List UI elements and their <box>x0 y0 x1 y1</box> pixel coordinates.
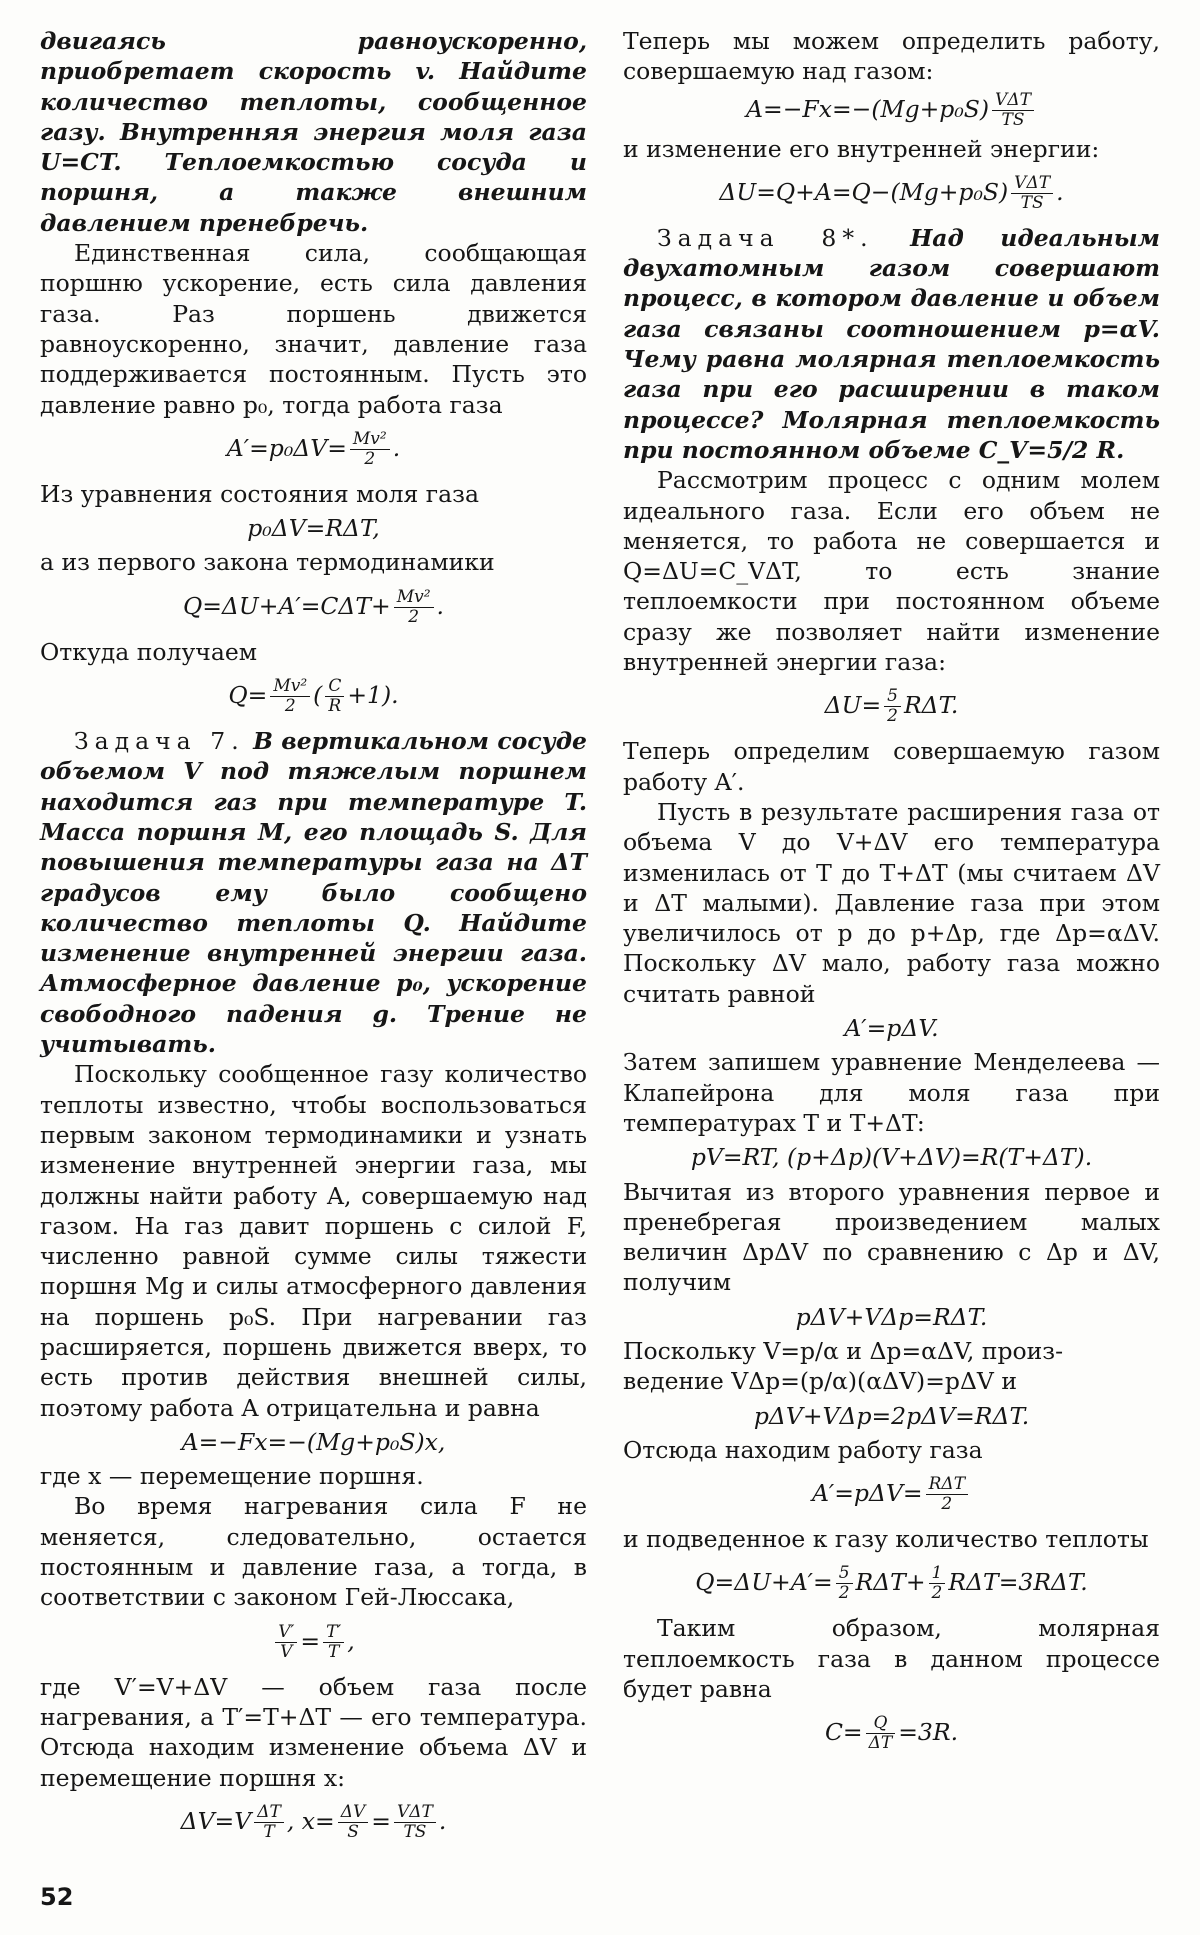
paragraph: Поскольку V=p/α и Δp=αΔV, произ- ведение VΔp=(p/α)(αΔV)=pΔV и <box>623 1336 1064 1396</box>
task8-label: Задача 8*. <box>657 223 874 252</box>
formula-internal-energy: ΔU=Q+A=Q−(Mg+p₀S) VΔT TS . <box>719 172 1064 213</box>
formula-first-law: Q=ΔU+A′=CΔT+ $\frac{\text{Mv²}}{2}$ . <box>182 586 445 627</box>
fraction: $\frac{\text{Mv²}}{2}$ <box>270 677 310 716</box>
paragraph: и подведенное к газу количество теплоты <box>623 1525 1149 1554</box>
fraction: $\frac{C}{R}$ <box>325 677 344 716</box>
fraction: $\frac{\text{Mv²}}{2}$ <box>394 588 434 627</box>
paragraph: где V′=V+ΔV — объем газа после нагревания, а T′=T+ΔT — его температура. Отсюда находим изменение объема ΔV и перемещение поршня x: <box>40 1672 587 1792</box>
fraction: $\frac{T'}{T}$ <box>323 1623 344 1662</box>
formula-combined: pΔV+VΔp=2pΔV=RΔT. <box>753 1401 1030 1430</box>
paragraph: где x — перемещение поршня. <box>40 1462 424 1491</box>
paragraph: Во время нагревания сила F не меняется, следовательно, остается постоянным и давление газа, а тогда, в соответствии с законом Гей-Люссака, <box>40 1492 587 1612</box>
formula-gay-lussac: $\frac{V'}{V}$ = $\frac{T'}{T}$ , <box>40 1623 587 1662</box>
formula-work-piston: A=−Fx=−(Mg+p₀S)x, <box>181 1427 446 1456</box>
formula-work-result: A′=pΔV= RΔT 2 <box>623 1475 1160 1514</box>
paragraph: и изменение его внутренней энергии: <box>623 134 1100 163</box>
task8-condition: Задача 8*. Над идеальным двухатомным газом совершают процесс, в котором давление и объем газа связаны соотношением p=αV. Чему равна молярная теплоемкость газа при его расширении в таком процессе? Молярная теплоемкость при постоянном объеме C_V=5/2 R. <box>623 223 1160 464</box>
fraction: $\frac{1}{2}$ <box>929 1564 946 1603</box>
paragraph: Таким образом, молярная теплоемкость газа в данном процессе будет равна <box>623 1614 1160 1704</box>
formula-mendeleev: pV=RT, (p+Δp)(V+ΔV)=R(T+ΔT). <box>690 1143 1093 1172</box>
paragraph: Теперь мы можем определить работу, совершаемую над газом: <box>623 27 1160 86</box>
paragraph: а из первого закона термодинамики <box>40 548 495 577</box>
fraction: $\frac{\text{Mv²}}{2}$ <box>350 430 390 469</box>
formula-work-on-gas: A=−Fx=−(Mg+p₀S) VΔT TS <box>623 91 1160 130</box>
paragraph: Отсюда находим работу газа <box>623 1435 983 1464</box>
formula-work-gas: A′=p₀ΔV= $\frac{\text{Mv²}}{2}$ . <box>226 428 401 469</box>
paragraph: Затем запишем уравнение Менделеева — Клапейрона для моля газа при температурах T и T+ΔT: <box>623 1048 1160 1137</box>
formula-heat-capacity: C= $\frac{Q}{\Delta T}$ =3R. <box>824 1713 959 1754</box>
fraction: VΔT TS <box>992 91 1034 130</box>
fraction: $\frac{5}{2}$ <box>836 1564 853 1603</box>
task7-label: Задача 7. <box>74 727 245 756</box>
right-column <box>623 26 1160 1763</box>
paragraph: Рассмотрим процесс с одним молем идеального газа. Если его объем не меняется, то работа не совершается и Q=ΔU=C_VΔT, то есть знание теплоемкости при постоянном объеме сразу же позволяет найти изменение внутренней энергии газа: <box>623 466 1160 677</box>
task7-condition: Задача 7. В вертикальном сосуде объемом V под тяжелым поршнем находится газ при температуре T. Масса поршня M, его площадь S. Для повышения температуры газа на ΔT градусов ему было сообщено количество теплоты Q. Найдите изменение внутренней энергии газа. Атмосферное давление p₀, ускорение свободного падения g. Трение не учитывать. <box>40 727 587 1059</box>
fraction: $\frac{\Delta V}{S}$ <box>338 1803 369 1842</box>
task6-condition-end: двигаясь равноускоренно, приобретает скорость v. Найдите количество теплоты, сообщенное газу. Внутренняя энергия моля газа U=CT. Теплоемкостью сосуда и поршня, а также внешним давлением пренебречь. <box>40 27 587 237</box>
left-column <box>40 26 587 1852</box>
fraction: RΔT 2 <box>926 1475 968 1514</box>
paragraph: Из уравнения состояния моля газа <box>40 479 479 508</box>
formula-heat-supplied: Q=ΔU+A′= $\frac{5}{2}$ RΔT+ $\frac{1}{2}$ RΔT=3RΔT. <box>695 1563 1088 1604</box>
paragraph: Поскольку сообщенное газу количество теплоты известно, чтобы воспользоваться первым законом термодинамики и узнать изменение внутренней энергии газа, мы должны найти работу A, совершаемую над газом. На газ давит поршень с силой F, численно равной сумме силы тяжести поршня Mg и силы атмосферного давления на поршень p₀S. При нагревании газ расширяется, поршень движется вверх, то есть против действия внешней силы, поэтому работа A отрицательна и равна <box>40 1060 587 1422</box>
paragraph: Откуда получаем <box>40 637 258 666</box>
paragraph: Единственная сила, сообщающая поршню ускорение, есть сила давления газа. Раз поршень движется равноускоренно, значит, давление газа поддерживается постоянным. Пусть это давление равно p₀, тогда работа газа <box>40 239 587 419</box>
formula-heat-result: Q= $\frac{\text{Mv²}}{2}$ ( $\frac{C}{R}$ +1). <box>228 676 399 717</box>
paragraph: Теперь определим совершаемую газом работу A′. <box>623 737 1160 796</box>
paragraph: Пусть в результате расширения газа от объема V до V+ΔV его температура изменилась от T до T+ΔT (мы считаем ΔV и ΔT малыми). Давление газа при этом увеличилось от p до p+Δp, где Δp=αΔV. Поскольку ΔV мало, работу газа можно считать равной <box>623 797 1160 1008</box>
formula-work-pdv: A′=pΔV. <box>844 1014 939 1043</box>
fraction: $\frac{Q}{\Delta T}$ <box>866 1714 896 1753</box>
fraction: VΔT TS <box>1011 174 1053 213</box>
formula-volume-change: ΔV=V $\frac{\Delta T}{T}$ , x= $\frac{\Delta V}{S}$ = VΔT TS . <box>180 1801 447 1842</box>
paragraph: Вычитая из второго уравнения первое и пренебрегая произведением малых величин ΔpΔV по сравнению с Δp и ΔV, получим <box>623 1177 1160 1297</box>
fraction: $\frac{\Delta T}{T}$ <box>254 1803 284 1842</box>
formula-delta-u: ΔU= $\frac{5}{2}$ RΔT. <box>824 686 959 727</box>
formula-state-equation: p₀ΔV=RΔT, <box>247 514 380 543</box>
fraction: VΔT TS <box>394 1803 436 1842</box>
fraction: $\frac{5}{2}$ <box>884 687 901 726</box>
fraction: $\frac{V'}{V}$ <box>275 1623 297 1662</box>
formula-difference: pΔV+VΔp=RΔT. <box>795 1302 988 1331</box>
page-number: 52 <box>40 1883 74 1911</box>
